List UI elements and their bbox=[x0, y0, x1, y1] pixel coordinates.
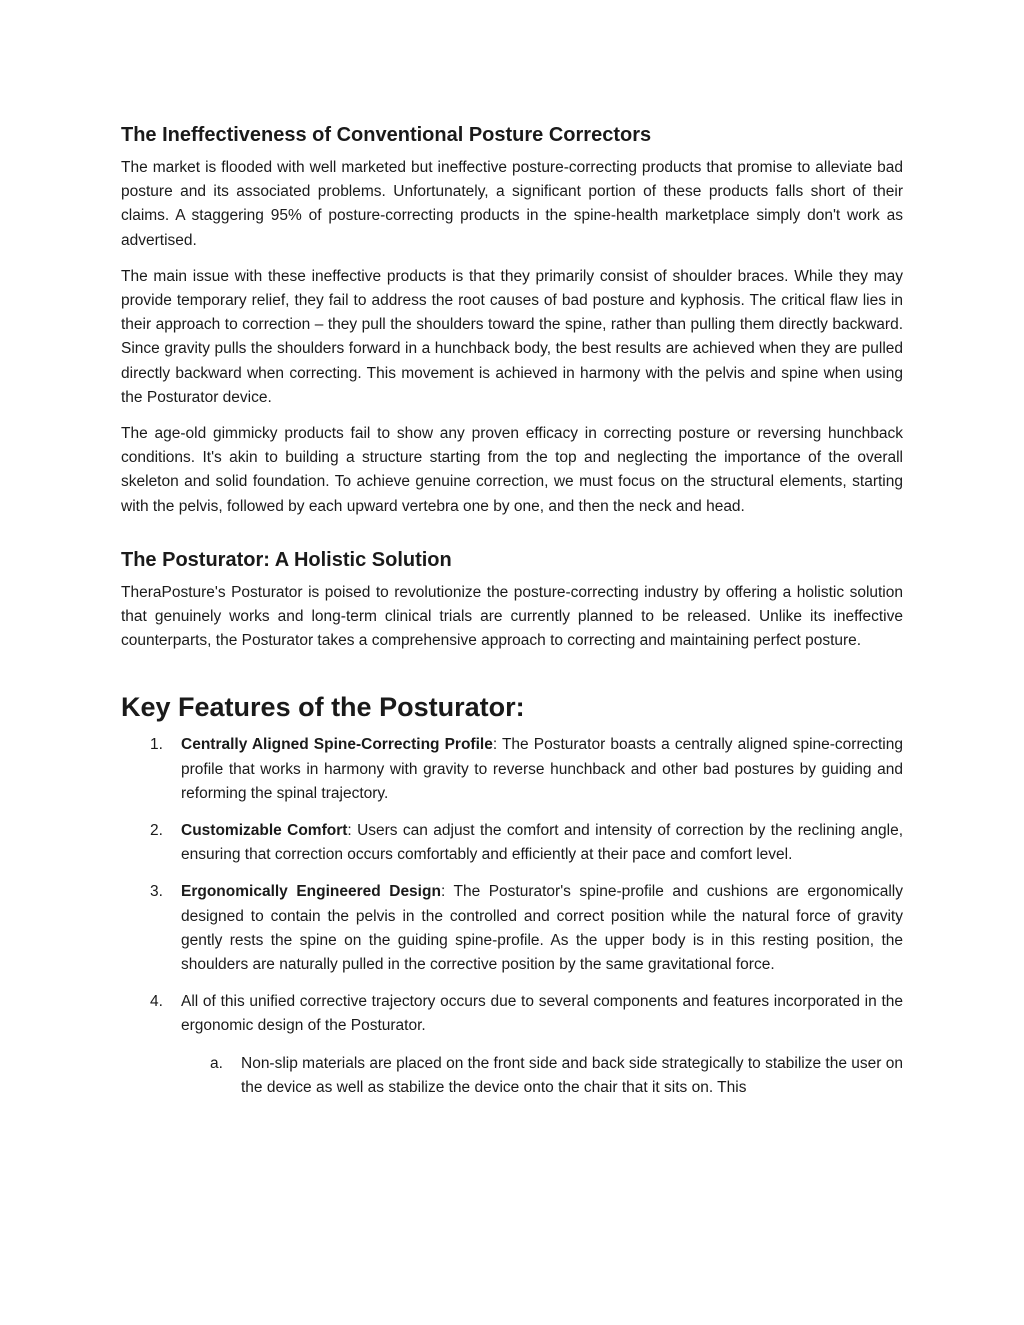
feature-text: : Users can adjust the comfort and intensity of correction by the reclining angle, ensuring that correction occurs comfortably and efficiently at their pace and comfort level. bbox=[181, 822, 904, 864]
paragraph: The main issue with these ineffective products is that they primarily consist of shoulder braces. While they may provide temporary relief, they fail to address the root causes of bad posture and kyphosis. The critical flaw lies in their approach to correction – they pull the shoulders toward the spine, rather than pulling them directly backward. Since gravity pulls the shoulders forward in a hunchback body, the best results are achieved when they are pulled directly backward when correcting. This movement is achieved in harmony with the pelvis and spine when using the Posturator device. bbox=[121, 267, 903, 406]
list-number: 3. bbox=[150, 883, 163, 901]
spacer bbox=[121, 531, 903, 545]
section-heading-holistic-solution: The Posturator: A Holistic Solution bbox=[121, 548, 452, 571]
section-heading-ineffectiveness: The Ineffectiveness of Conventional Posture Correctors bbox=[121, 124, 652, 146]
paragraph: TheraPosture's Posturator is poised to revolutionize the posture-correcting industry by offering a holistic solution that genuinely works and long-term clinical trials are currently planned to be released. Unlike its ineffective counterparts, the Posturator takes a comprehensive approach to correcting and maintaining perfect posture. bbox=[121, 583, 903, 650]
list-number: 1. bbox=[150, 736, 163, 754]
feature-text: All of this unified corrective trajectory occurs due to several components and features incorporated in the ergonomic design of the Posturator. bbox=[181, 993, 903, 1035]
sub-item-text: Non-slip materials are placed on the front side and back side strategically to stabilize the user on the device as well as stabilize the device onto the chair that it sits on. This bbox=[241, 1054, 903, 1096]
list-item bbox=[121, 880, 903, 977]
section-heading-key-features: Key Features of the Posturator: bbox=[121, 692, 525, 723]
feature-title: Customizable Comfort bbox=[181, 822, 348, 840]
sub-list-letter: a. bbox=[210, 1054, 223, 1072]
paragraph: The age-old gimmicky products fail to show any proven efficacy in correcting posture or reversing hunchback conditions. It's akin to building a structure starting from the top and neglecting the importance of the overall skeleton and solid foundation. To achieve genuine correction, we must focus on the structural elements, starting with the pelvis, followed by each upward vertebra one by one, and then the neck and head. bbox=[121, 425, 903, 515]
spacer bbox=[121, 665, 903, 687]
list-item bbox=[121, 733, 903, 806]
feature-title: Ergonomically Engineered Design bbox=[181, 883, 441, 901]
feature-text: : The Posturator's spine-profile and cushions are ergonomically designed to contain the pelvis in the controlled and correct position while the natural force of gravity gently rests the spine on the guiding spine-profile. As the upper body is in this resting position, the shoulders are naturally pulled in the corrective position by the same gravitational force. bbox=[181, 883, 904, 974]
list-item bbox=[121, 819, 903, 867]
list-number: 2. bbox=[150, 822, 163, 840]
list-item bbox=[121, 990, 903, 1100]
feature-list bbox=[121, 733, 903, 1100]
document-page bbox=[121, 120, 903, 1113]
feature-text: : The Posturator boasts a centrally aligned spine-correcting profile that works in harmony with gravity to reverse hunchback and other bad postures by guiding and reforming the spinal trajectory. bbox=[181, 736, 903, 802]
list-number: 4. bbox=[150, 993, 163, 1011]
sub-list-item bbox=[181, 1052, 903, 1100]
feature-title: Centrally Aligned Spine-Correcting Profile bbox=[181, 736, 493, 754]
sub-list bbox=[181, 1052, 903, 1100]
paragraph: The market is flooded with well marketed but ineffective posture-correcting products that promise to alleviate bad posture and its associated problems. Unfortunately, a significant portion of these products falls short of their claims. A staggering 95% of posture-correcting products in the spine-health marketplace simply don't work as advertised. bbox=[121, 159, 903, 249]
